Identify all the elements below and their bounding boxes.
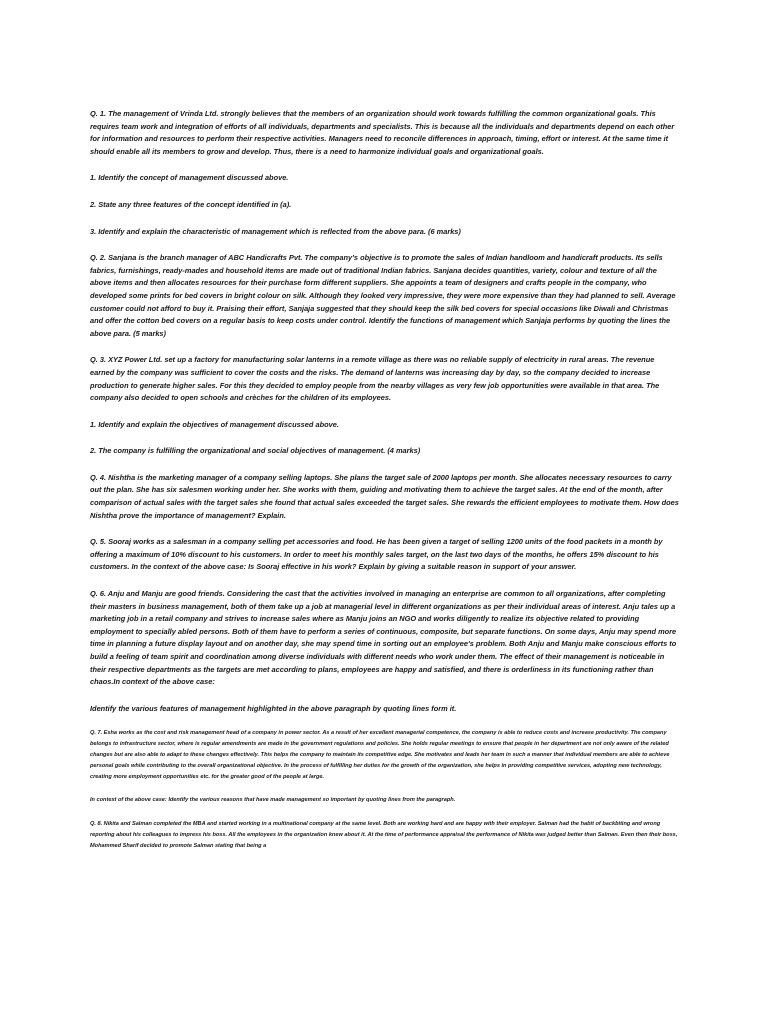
- question-3-part-2: 2. The company is fulfilling the organizational and social objectives of management. (4 marks): [90, 446, 421, 456]
- question-7-task: In context of the above case: Identify the various reasons that have made management so important by quoting lines from the paragraph.: [90, 797, 456, 804]
- question-1-part-1: 1. Identify the concept of management discussed above.: [90, 173, 289, 183]
- question-1-part-2: 2. State any three features of the concept identified in (a).: [90, 199, 292, 209]
- question-6: Q. 6. Anju and Manju are good friends. Considering the cast that the activities involved in managing an enterprise are common to all organizations, after completing their masters in business management, both of them take up a job at managerial level in different organizations as per their individual areas of interest. Anju tales up a marketing job in a retail company and strives to increase sales where as Manju joins an NGO and works diligently to realize its objective related to providing employment to specially abled persons. Both of them have to perform a series of continuous, composite, but separate functions. On some days, Anju may spend more time in planning a future display layout and on another day, she may spend time in sorting out an employee's problem. Both Anju and Manju make conscious efforts to build a feeling of team spirit and coordination among diverse individuals with different needs who work under them. The effect of their management is noticeable in their respective departments as the targets are met according to plans, employees are happy and satisfied, and there is orderliness in its functioning rather than chaos.In context of the above case:: [90, 589, 677, 687]
- question-1: Q. 1. The management of Vrinda Ltd. strongly believes that the members of an organization should work towards fulfilling the common organizational goals. This requires team work and integration of efforts of all individuals, departments and specialists. This is because all the individuals and departments depend on each other for information and resources to perform their respective activities. Managers need to reconcile differences in approach, timing, effort or interest. At the same time it should enable all its members to grow and develop. Thus, there is a need to harmonize individual goals and organizational goals.: [90, 109, 675, 156]
- question-8: Q. 8. Nikita and Salman completed the MBA and started working in a multinational company at the same level. Both are working hard and are happy with their employer. Salman had the habit of backbiting and wrong reporting about his colleagues to impress his boss. All the employees in the organization knew about it. At the time of performance appraisal the performance of Nikita was judged better than Salman. Even then their boss, Mohammed Sharif decided to promote Salman stating that being a: [90, 821, 678, 849]
- question-5: Q. 5. Sooraj works as a salesman in a company selling pet accessories and food. He has been given a target of selling 1200 units of the food packets in a month by offering a maximum of 10% discount to his customers. In order to meet his monthly sales target, on the last two days of the months, he offers 15% discount to his customers. In the context of the above case: Is Sooraj effective in his work? Explain by giving a suitable reason in support of your answer.: [90, 537, 663, 572]
- question-3-part-1: 1. Identify and explain the objectives of management discussed above.: [90, 419, 339, 429]
- question-1-part-3: 3. Identify and explain the characteristic of management which is reflected from the above para. (6 marks): [90, 226, 461, 236]
- question-2: Q. 2. Sanjana is the branch manager of ABC Handicrafts Pvt. The company's objective is to promote the sales of Indian handloom and handicraft products. Its sells fabrics, furnishings, ready-mades and household items are made out of traditional Indian fabrics. Sanjana decides quantities, variety, colour and texture of all the above items and then allocates resources for their purchase form different suppliers. She appoints a team of designers and crafts people in the company, who developed some prints for bed covers in bright colour on silk. Although they looked very impressive, they were more expensive than they had planned to sell. Average customer could not afford to buy it. Praising their effort, Sanjaja suggested that they should keep the silk bed covers for special occasions like Diwali and Christmas and offer the cotton bed covers on a regular basis to keep costs under control. Identify the functions of management which Sanjaja performs by quoting the lines the above para. (5 marks): [90, 253, 676, 338]
- question-6-task: Identify the various features of management highlighted in the above paragraph by quoting lines form it.: [90, 703, 457, 713]
- question-4: Q. 4. Nishtha is the marketing manager of a company selling laptops. She plans the target sale of 2000 laptops per month. She allocates necessary resources to carry out the plan. She has six salesmen working under her. She works with them, guiding and motivating them to achieve the target sales. At the end of the month, after comparison of actual sales with the target sales she found that actual sales exceeded the target sales. She rewards the efficient employees to motivate them. How does Nishtha prove the importance of management? Explain.: [90, 472, 679, 520]
- question-7: Q. 7. Esha works as the cost and risk management head of a company in power sector. As a result of her excellent managerial competence, the company is able to reduce costs and increase productivity. The company belongs to infrastructure sector, where is regular amendments are made in the government regulations and policies. She holds regular meetings to ensure that people in her department are not only aware of the related changes but are also able to adapt to these changes effectively. This helps the company to maintain its competitive edge. She motivates and leads her team in such a manner that individual members are able to achieve personal goals while contributing to the overall organizational objective. In the process of fulfilling her duties for the growth of the organization, she helps in providing competitive services, adopting new technology, creating more employment opportunities etc. for the greater good of the people at large.: [90, 730, 670, 780]
- question-3: Q. 3. XYZ Power Ltd. set up a factory for manufacturing solar lanterns in a remote village as there was no reliable supply of electricity in rural areas. The revenue earned by the company was sufficient to cover the costs and the risks. The demand of lanterns was increasing day by day, so the company decided to increase production to generate higher sales. For this they decided to employ people from the nearby villages as very few job opportunities were available in that area. The company also decided to open schools and crèches for the children of its employees.: [90, 355, 660, 403]
